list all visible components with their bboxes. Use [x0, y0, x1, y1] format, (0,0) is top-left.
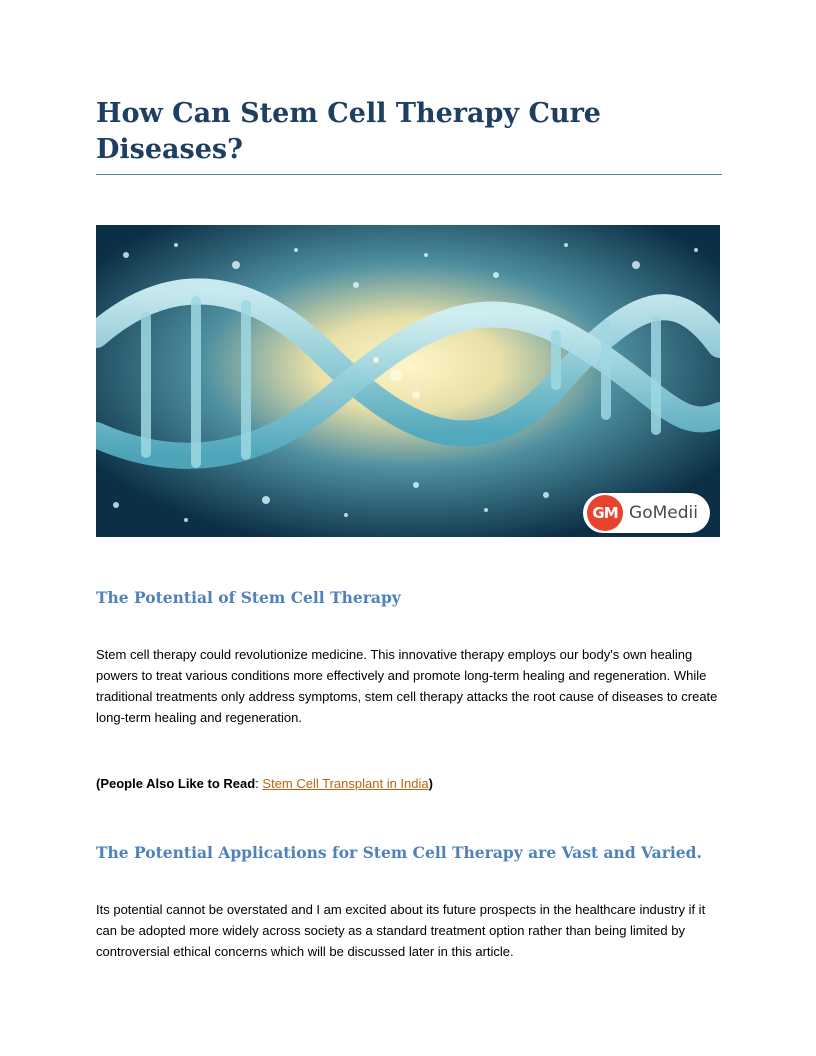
gomedii-logo-mark: GM [587, 495, 623, 531]
section-heading-potential: The Potential of Stem Cell Therapy [96, 588, 401, 607]
read-label: People Also Like to Read [100, 776, 256, 791]
stem-cell-transplant-link[interactable]: Stem Cell Transplant in India [262, 776, 429, 791]
gomedii-logo [583, 493, 710, 533]
dna-helix-image [96, 225, 720, 537]
read-close: ) [428, 776, 433, 791]
dna-helix-illustration [96, 225, 720, 537]
section-body-applications: Its potential cannot be overstated and I am excited about its future prospects in the healthcare industry if it can be adopted more widely across society as a standard treatment option rather than being limited by controversial ethical concerns which will be discussed later in this article. [96, 902, 706, 959]
section-body-potential: Stem cell therapy could revolutionize medicine. This innovative therapy employs our body's own healing powers to treat various conditions more effectively and promote long-term healing and regeneration. While traditional treatments only address symptoms, stem cell therapy attacks the root cause of diseases to create long-term healing and regeneration. [96, 647, 718, 725]
section-heading-applications: The Potential Applications for Stem Cell Therapy are Vast and Varied. [96, 843, 702, 862]
read-open: ( [96, 776, 101, 791]
people-also-read [96, 773, 722, 794]
gomedii-logo-word: GoMedii [629, 503, 698, 523]
read-sep: : [255, 776, 263, 791]
page-title: How Can Stem Cell Therapy Cure Diseases? [96, 96, 722, 175]
